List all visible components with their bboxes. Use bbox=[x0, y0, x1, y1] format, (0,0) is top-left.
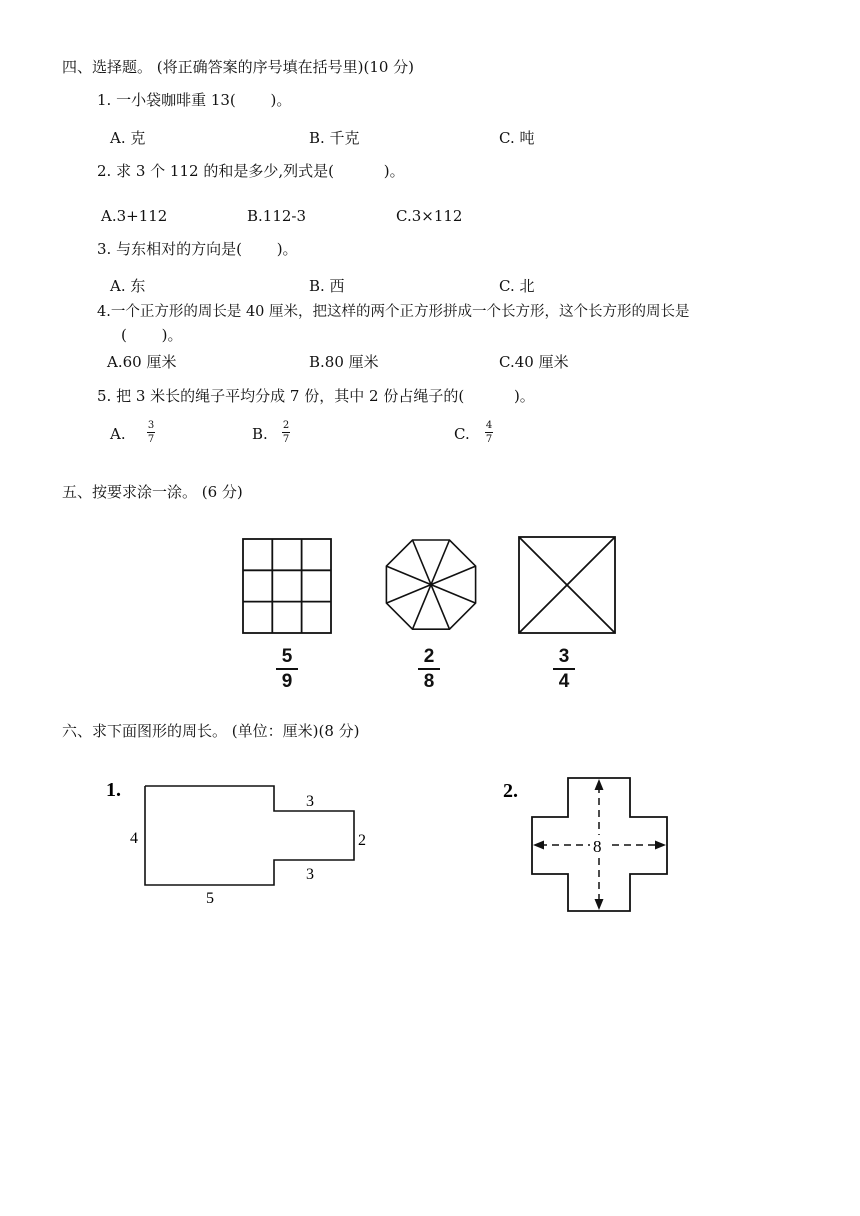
question-1-stem: 1. 一小袋咖啡重 13( )。 bbox=[97, 91, 292, 109]
figure-2-dimension-label: 8 bbox=[593, 837, 602, 856]
question-3-stem: 3. 与东相对的方向是( )。 bbox=[97, 240, 298, 258]
figure-1-right-label: 2 bbox=[358, 832, 366, 849]
figure-1-bottom-label: 5 bbox=[206, 890, 214, 907]
question-4-stem: 4.一个正方形的周长是 40 厘米，把这样的两个正方形拼成一个长方形，这个长方形的周长是 bbox=[97, 304, 690, 320]
section-5-title: 五、按要求涂一涂。 (6 分) bbox=[62, 483, 243, 501]
denominator: 7 bbox=[485, 434, 493, 445]
arrow-right-icon bbox=[655, 841, 666, 850]
question-2-stem: 2. 求 3 个 112 的和是多少,列式是( )。 bbox=[97, 162, 405, 180]
option-letter: C. bbox=[454, 425, 470, 443]
question-2-option-a[interactable]: A.3+112 bbox=[101, 207, 168, 225]
figure-2 bbox=[503, 778, 667, 911]
question-4-option-b[interactable]: B.80 厘米 bbox=[309, 353, 379, 371]
denominator: 8 bbox=[423, 671, 435, 692]
section-6-title: 六、求下面图形的周长。 (单位：厘米)(8 分) bbox=[62, 722, 360, 740]
arrow-up-icon bbox=[595, 779, 604, 790]
question-1-option-c[interactable]: C. 吨 bbox=[499, 129, 535, 147]
denominator: 7 bbox=[282, 434, 290, 445]
figure-1-label: 1. bbox=[106, 779, 121, 801]
arrow-down-icon bbox=[595, 899, 604, 910]
option-letter: B. bbox=[252, 425, 268, 443]
denominator: 7 bbox=[147, 434, 155, 445]
question-3-option-b[interactable]: B. 西 bbox=[309, 277, 345, 295]
question-2-option-b[interactable]: B.112-3 bbox=[247, 207, 307, 225]
question-1-option-b[interactable]: B. 千克 bbox=[309, 129, 360, 147]
question-5-stem: 5. 把 3 米长的绳子平均分成 7 份，其中 2 份占绳子的( )。 bbox=[97, 387, 535, 405]
denominator: 4 bbox=[558, 671, 570, 692]
numerator: 3 bbox=[147, 420, 155, 431]
numerator: 2 bbox=[423, 646, 435, 667]
numerator: 4 bbox=[485, 420, 493, 431]
figure-1-outline[interactable] bbox=[145, 786, 354, 885]
question-3-option-a[interactable]: A. 东 bbox=[110, 277, 146, 295]
numerator: 2 bbox=[282, 420, 290, 431]
numerator: 3 bbox=[558, 646, 570, 667]
denominator: 9 bbox=[281, 671, 293, 692]
arrow-left-icon bbox=[533, 841, 544, 850]
option-letter: A. bbox=[110, 425, 126, 443]
figure-1 bbox=[106, 779, 366, 907]
numerator: 5 bbox=[281, 646, 293, 667]
question-1-option-a[interactable]: A. 克 bbox=[110, 129, 146, 147]
figure-1-left-label: 4 bbox=[130, 830, 138, 847]
question-4-option-a[interactable]: A.60 厘米 bbox=[107, 353, 177, 371]
question-4-option-c[interactable]: C.40 厘米 bbox=[499, 353, 569, 371]
question-2-option-c[interactable]: C.3×112 bbox=[396, 207, 463, 225]
question-4-stem-continued: ( )。 bbox=[121, 326, 183, 344]
section-4-title: 四、选择题。 (将正确答案的序号填在括号里)(10 分) bbox=[62, 58, 415, 76]
figure-1-bottom-step-label: 3 bbox=[306, 866, 314, 883]
figure-1-top-step-label: 3 bbox=[306, 793, 314, 810]
question-3-option-c[interactable]: C. 北 bbox=[499, 277, 535, 295]
figure-2-label: 2. bbox=[503, 780, 518, 802]
